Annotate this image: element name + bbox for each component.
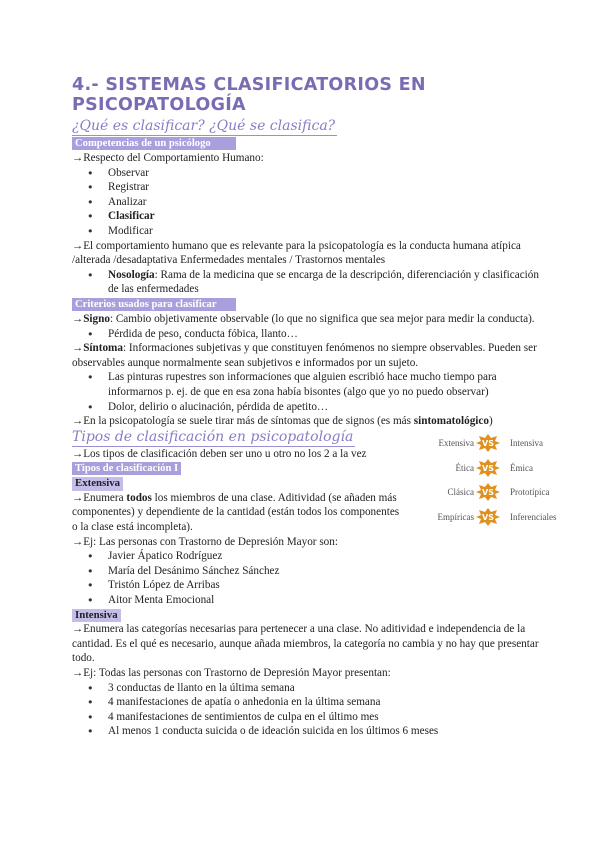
- intensiva-items-list: [72, 681, 542, 739]
- vs-badge-icon: [476, 483, 500, 501]
- sintomatologico-term: sintomatológico: [413, 415, 489, 428]
- vs-comparison-graphic: [398, 434, 574, 532]
- signo-paragraph: [72, 312, 542, 327]
- psicopatologia-end: ): [488, 415, 493, 428]
- svg-text:VS: VS: [482, 463, 494, 473]
- svg-text:VS: VS: [482, 488, 494, 497]
- document-body: [72, 75, 542, 739]
- list-item: ● Tristón López de Arribas: [108, 578, 542, 593]
- list-item: ● Registrar: [108, 180, 542, 195]
- highlight-tipos-label: Tipos de clasificación I: [72, 462, 181, 475]
- psicopatologia-text: →En la psicopatología se suele tirar más de síntomas que de signos (es más: [72, 415, 414, 428]
- list-item: ● 3 conductas de llanto en la última semana: [108, 681, 542, 696]
- extensiva-names-list: [72, 549, 542, 607]
- vs-badge-icon: [476, 508, 500, 526]
- acciones-list: [72, 166, 542, 239]
- nosologia-term: Nosología: [108, 268, 155, 281]
- list-item: ● 4 manifestaciones de apatía o anhedonia en la última semana: [108, 695, 542, 710]
- list-item: ● Al menos 1 conducta suicida o de ideación suicida en los últimos 6 meses: [108, 724, 542, 739]
- nosologia-text: : Rama de la medicina que se encarga de la descripción, diferenciación y clasificación de las enfermedades: [108, 268, 539, 296]
- svg-text:VS: VS: [482, 439, 494, 448]
- arrow-glyph: →: [72, 342, 84, 355]
- vs-right-label: Prototípica: [510, 487, 550, 497]
- subtitle-tipos-clasificacion: Tipos de clasificación en psicopatología: [72, 428, 354, 445]
- extensiva-heading: Extensiva: [72, 477, 123, 491]
- vs-left-label: Clásica: [447, 487, 474, 497]
- sintoma-term: Síntoma: [83, 342, 123, 355]
- highlight-competencias: Competencias de un psicólogo: [72, 137, 236, 150]
- vs-left-label: Ética: [455, 462, 474, 473]
- vs-badge-icon: [476, 434, 500, 452]
- vs-badge-icon: [476, 459, 500, 477]
- respecto-text: →Respecto del Comportamiento Humano:: [72, 152, 264, 164]
- list-item: ● Dolor, delirio o alucinación, pérdida de apetito…: [108, 400, 542, 415]
- signo-term: Signo: [83, 312, 110, 325]
- vs-left-label: Extensiva: [438, 438, 474, 448]
- intensiva-paragraph: →Enumera las categorías necesarias para pertenecer a una clase. No aditividad e independencia de la cantidad. Es el qué es necesario, aunque añada miembros, la categoría no cambia y no hay que presentar todo.: [72, 623, 539, 665]
- extensiva-text: los miembros de una clase. Aditividad (se añaden más componentes) y dependiente de la cantidad (están todos los componentes o la clase está incompleta).: [72, 491, 400, 534]
- comportamiento-text: →El comportamiento humano que es relevante para la psicopatología es la conducta humana atípica /alterada /desadaptativa Enfermedades mentales / Trastornos mentales: [72, 239, 521, 267]
- arrow-glyph: →: [72, 312, 84, 325]
- subtitle-que-es-clasificar: ¿Qué es clasificar? ¿Qué se clasifica?: [72, 118, 336, 134]
- sintoma-text: : Informaciones subjetivas y que constituyen fenómenos no siempre observables. Pueden ser observables aunque normalmente sean subjetivos e informados por un sujeto.: [72, 342, 537, 369]
- page-title: 4.- SISTEMAS CLASIFICATORIOS EN PSICOPATOLOGÍA: [72, 75, 426, 115]
- vs-row: [398, 483, 574, 508]
- svg-text:VS: VS: [482, 512, 494, 522]
- extensiva-ej: →Ej: Las personas con Trastorno de Depresión Mayor son:: [72, 535, 338, 548]
- list-item: ● Aitor Menta Emocional: [108, 593, 542, 608]
- extensiva-paragraph: [72, 491, 404, 535]
- sintoma-list: [72, 370, 542, 414]
- list-item: ● Modificar: [108, 224, 542, 239]
- tipos-intro: →Los tipos de clasificación deben ser uno u otro no los 2 a la vez: [72, 447, 367, 460]
- intensiva-ej: →Ej: Todas las personas con Trastorno de Depresión Mayor presentan:: [72, 667, 391, 679]
- vs-left-label: Empíricas: [437, 511, 474, 522]
- list-item: ● Javier Ápatico Rodríguez: [108, 549, 542, 564]
- extensiva-pre: →Enumera: [72, 491, 127, 504]
- list-item: ● Clasificar: [108, 209, 542, 224]
- sintoma-paragraph: [72, 341, 542, 370]
- intensiva-heading: Intensiva: [72, 609, 121, 623]
- extensiva-todos: todos: [126, 491, 152, 504]
- vs-row: [398, 459, 574, 484]
- vs-row: [398, 508, 574, 533]
- list-item: ● María del Desánimo Sánchez Sánchez: [108, 564, 542, 579]
- signo-text: : Cambio objetivamente observable (lo que no significa que sea mejor para medir la conducta).: [109, 312, 535, 325]
- vs-right-label: Intensiva: [510, 438, 543, 448]
- list-item: [108, 268, 542, 297]
- list-item: ● Analizar: [108, 195, 542, 210]
- list-item: ● 4 manifestaciones de sentimientos de culpa en el último mes: [108, 710, 542, 725]
- vs-right-label: Inferenciales: [510, 511, 557, 522]
- list-item: ● Pérdida de peso, conducta fóbica, llanto…: [108, 327, 542, 342]
- vs-right-label: Émica: [510, 462, 533, 473]
- list-item: ● Las pinturas rupestres son informaciones que alguien escribió hace mucho tiempo para informarnos p. ej. de que en esa zona había bisontes (algo que yo no puedo observar): [108, 370, 542, 399]
- vs-row: [398, 434, 574, 459]
- nosologia-list: [72, 268, 542, 297]
- psicopatologia-paragraph: [72, 414, 542, 429]
- list-item: ● Observar: [108, 166, 542, 181]
- highlight-criterios: Criterios usados para clasificar: [72, 298, 236, 311]
- signo-list: [72, 327, 542, 342]
